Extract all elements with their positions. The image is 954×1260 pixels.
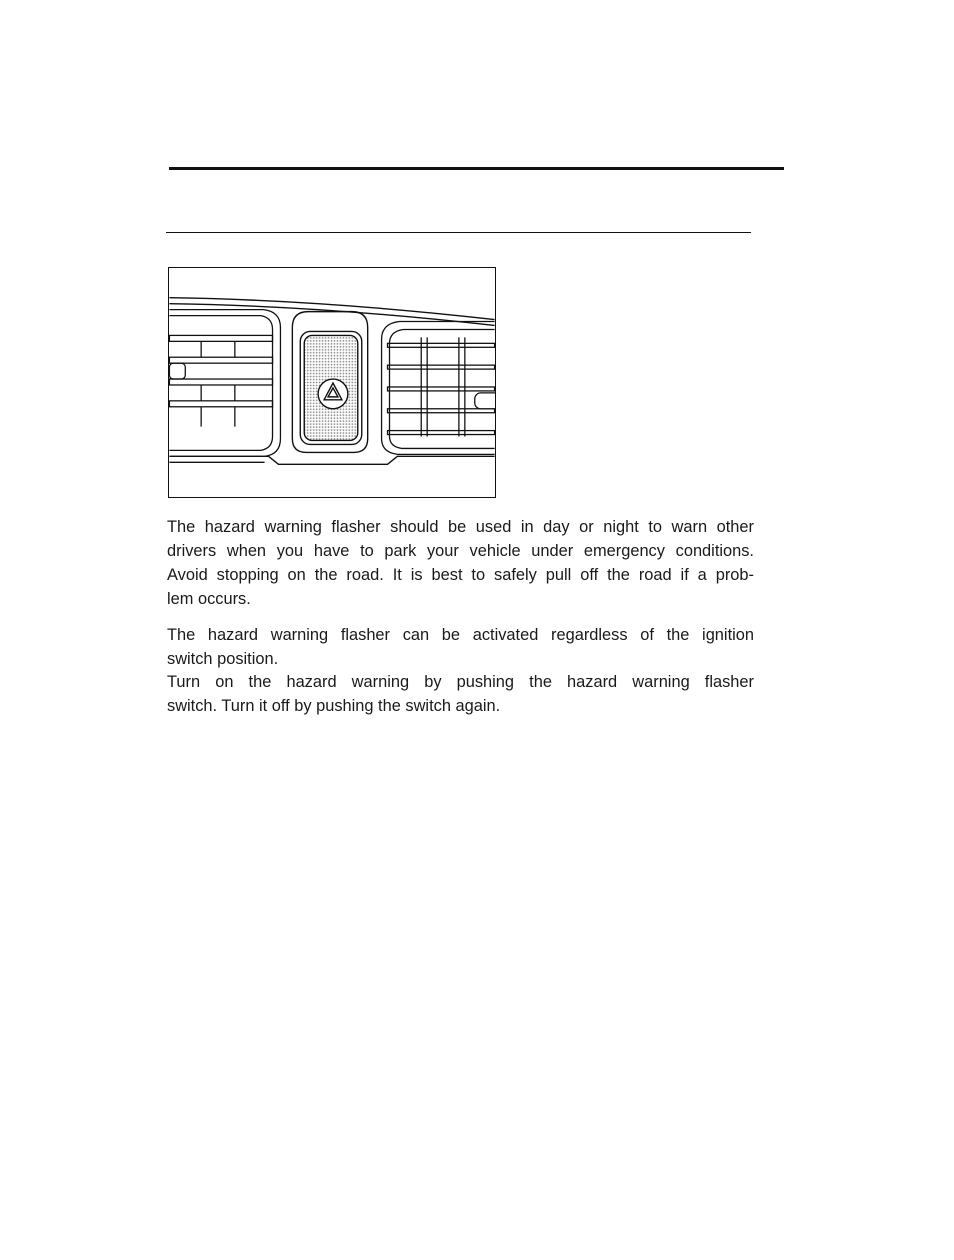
text-line: The hazard warning flasher can be activated regardless of the ignition: [167, 626, 754, 644]
text-line: Avoid stopping on the road. It is best to safely pull off the road if a prob-: [167, 566, 754, 584]
text-line: lem occurs.: [167, 590, 251, 608]
text-line: switch. Turn it off by pushing the switch again.: [167, 697, 501, 715]
paragraph-hazard-usage: [167, 515, 754, 611]
left-air-vent: [169, 310, 280, 457]
hazard-switch-illustration: [168, 267, 496, 498]
header-rule-thin: [166, 232, 751, 233]
right-air-vent: [382, 322, 495, 455]
paragraph-switch-operation: [167, 670, 754, 718]
header-rule-thick: [169, 167, 784, 170]
text-line: Turn on the hazard warning by pushing the hazard warning flasher: [167, 673, 754, 691]
paragraph-ignition-note: [167, 623, 754, 671]
text-line: The hazard warning flasher should be used in day or night to warn other: [167, 518, 754, 536]
text-line: drivers when you have to park your vehicle under emergency conditions.: [167, 542, 754, 560]
hazard-triangle-icon: [318, 379, 348, 409]
text-line: switch position.: [167, 650, 279, 668]
